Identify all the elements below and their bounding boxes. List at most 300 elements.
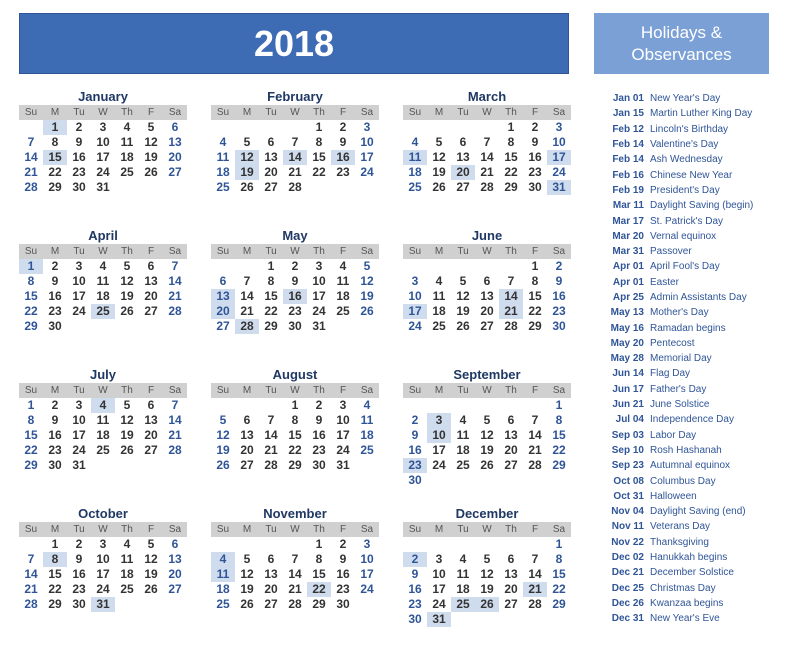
- day-cell: 15: [43, 150, 67, 165]
- weekday-label: Tu: [457, 246, 469, 257]
- weekday-label: F: [531, 385, 539, 396]
- holiday-item: [594, 275, 784, 290]
- day-cell: 2: [75, 537, 83, 551]
- day-cell: 4: [339, 259, 347, 273]
- holiday-date: May 16: [610, 322, 644, 334]
- day-cell: 14: [168, 274, 182, 288]
- day-cell: 26: [360, 304, 374, 318]
- day-cell: 18: [120, 567, 134, 581]
- day-cell: 21: [480, 165, 494, 179]
- day-cell: 6: [267, 552, 275, 566]
- day-cell: 28: [235, 319, 259, 334]
- weekday-header: [403, 105, 571, 120]
- empty-day-cell: [259, 398, 283, 413]
- day-cell: 8: [51, 135, 59, 149]
- empty-day-cell: [355, 180, 379, 195]
- week-row: [211, 597, 379, 612]
- month-name: May: [282, 228, 308, 243]
- empty-day-cell: [475, 259, 499, 274]
- week-row: [211, 165, 379, 180]
- day-cell: 23: [72, 165, 86, 179]
- day-cell: 19: [456, 304, 470, 318]
- weekday-label: Tu: [73, 385, 85, 396]
- week-row: [403, 473, 571, 488]
- holiday-item: [594, 152, 784, 167]
- day-cell: 25: [336, 304, 350, 318]
- day-cell: 29: [528, 319, 542, 333]
- week-row: [403, 552, 571, 567]
- day-cell: 7: [27, 552, 35, 566]
- holiday-date: Mar 31: [612, 246, 644, 258]
- day-cell: 12: [432, 150, 446, 164]
- day-cell: 13: [456, 150, 470, 164]
- holiday-date: Feb 14: [612, 139, 644, 151]
- day-cell: 23: [48, 443, 62, 457]
- day-cell: 5: [123, 398, 131, 412]
- holiday-list: [594, 91, 784, 626]
- day-cell: 9: [51, 274, 59, 288]
- day-cell: 26: [475, 597, 499, 612]
- day-cell: 14: [24, 567, 38, 581]
- day-cell: 9: [531, 135, 539, 149]
- day-cell: 21: [288, 165, 302, 179]
- day-cell: 21: [288, 582, 302, 596]
- day-cell: 15: [264, 289, 278, 303]
- day-cell: 1: [291, 398, 299, 412]
- holiday-date: Sep 23: [611, 460, 644, 472]
- holiday-item: [594, 244, 784, 259]
- year-title: 2018: [253, 22, 335, 64]
- day-cell: 20: [504, 443, 518, 457]
- weekday-label: M: [50, 107, 60, 118]
- day-cell: 19: [144, 150, 158, 164]
- week-row: [403, 413, 571, 428]
- day-cell: 9: [555, 274, 563, 288]
- day-cell: 20: [264, 165, 278, 179]
- day-cell: 18: [456, 443, 470, 457]
- weekday-label: Su: [24, 385, 38, 396]
- day-cell: 2: [51, 398, 59, 412]
- empty-day-cell: [115, 180, 139, 195]
- holiday-name: Chinese New Year: [650, 169, 733, 181]
- day-cell: 26: [456, 319, 470, 333]
- day-cell: 23: [336, 582, 350, 596]
- month-may: [211, 227, 379, 334]
- weekday-label: Tu: [265, 107, 277, 118]
- day-cell: 27: [456, 180, 470, 194]
- week-row: [19, 597, 187, 612]
- holiday-item: [594, 382, 784, 397]
- weekday-label: Th: [505, 246, 517, 257]
- day-cell: 19: [480, 443, 494, 457]
- day-cell: 10: [312, 274, 326, 288]
- weekday-label: Tu: [457, 385, 469, 396]
- day-cell: 30: [336, 597, 350, 611]
- day-cell: 12: [216, 428, 230, 442]
- day-cell: 19: [144, 567, 158, 581]
- day-cell: 17: [360, 567, 374, 581]
- day-cell: 31: [312, 319, 326, 333]
- day-cell: 23: [48, 304, 62, 318]
- day-cell: 4: [123, 120, 131, 134]
- holidays-title-line2: Observances: [631, 44, 732, 64]
- empty-day-cell: [523, 612, 547, 627]
- day-cell: 3: [363, 537, 371, 551]
- day-cell: 21: [499, 304, 523, 319]
- weekday-label: Th: [121, 385, 133, 396]
- holiday-name: April Fool's Day: [650, 261, 720, 273]
- day-cell: 29: [264, 319, 278, 333]
- day-cell: 29: [48, 597, 62, 611]
- weekday-label: M: [242, 107, 252, 118]
- day-cell: 24: [360, 165, 374, 179]
- day-cell: 13: [144, 274, 158, 288]
- day-cell: 31: [72, 458, 86, 472]
- day-cell: 7: [171, 259, 179, 273]
- day-cell: 3: [555, 120, 563, 134]
- day-cell: 5: [219, 413, 227, 427]
- day-cell: 17: [360, 150, 374, 164]
- weekday-label: Su: [216, 524, 230, 535]
- week-row: [19, 180, 187, 195]
- day-cell: 9: [411, 428, 419, 442]
- weekday-header: [211, 383, 379, 398]
- day-cell: 24: [72, 304, 86, 318]
- day-cell: 17: [403, 304, 427, 319]
- holiday-item: [594, 428, 784, 443]
- holiday-item: [594, 213, 784, 228]
- empty-day-cell: [355, 597, 379, 612]
- day-cell: 6: [483, 274, 491, 288]
- day-cell: 13: [504, 428, 518, 442]
- holiday-date: Dec 25: [611, 582, 644, 594]
- day-cell: 29: [24, 319, 38, 333]
- day-cell: 9: [291, 274, 299, 288]
- week-row: [403, 443, 571, 458]
- holiday-name: Kwanzaa begins: [650, 597, 724, 609]
- day-cell: 18: [432, 304, 446, 318]
- day-cell: 20: [264, 582, 278, 596]
- day-cell: 4: [211, 552, 235, 567]
- week-row: [403, 135, 571, 150]
- day-cell: 19: [240, 582, 254, 596]
- empty-day-cell: [427, 537, 451, 552]
- day-cell: 4: [91, 398, 115, 413]
- week-row: [211, 150, 379, 165]
- empty-day-cell: [283, 120, 307, 135]
- empty-day-cell: [355, 458, 379, 473]
- week-row: [403, 458, 571, 473]
- holiday-date: Apr 01: [612, 261, 644, 273]
- day-cell: 28: [24, 180, 38, 194]
- week-row: [211, 135, 379, 150]
- day-cell: 17: [312, 289, 326, 303]
- empty-day-cell: [211, 398, 235, 413]
- day-cell: 15: [504, 150, 518, 164]
- day-cell: 11: [120, 135, 134, 149]
- day-cell: 12: [456, 289, 470, 303]
- month-name: July: [89, 367, 116, 382]
- holiday-name: Halloween: [650, 490, 697, 502]
- empty-day-cell: [403, 120, 427, 135]
- weekday-label: Su: [216, 385, 230, 396]
- weekday-label: Th: [313, 524, 325, 535]
- day-cell: 21: [168, 428, 182, 442]
- holidays-title-line1: Holidays &: [640, 22, 723, 42]
- week-row: [403, 428, 571, 443]
- empty-day-cell: [235, 537, 259, 552]
- day-cell: 9: [51, 413, 59, 427]
- day-cell: 17: [432, 443, 446, 457]
- week-row: [19, 135, 187, 150]
- month-november: [211, 505, 379, 612]
- week-row: [19, 458, 187, 473]
- month-name: November: [263, 506, 327, 521]
- day-cell: 5: [363, 259, 371, 273]
- day-cell: 4: [459, 552, 467, 566]
- day-cell: 5: [243, 552, 251, 566]
- month-name: September: [453, 367, 521, 382]
- day-cell: 7: [267, 413, 275, 427]
- month-february: [211, 88, 379, 195]
- empty-day-cell: [547, 612, 571, 627]
- day-cell: 12: [120, 413, 134, 427]
- day-cell: 20: [144, 428, 158, 442]
- day-cell: 18: [456, 582, 470, 596]
- weekday-header: [19, 105, 187, 120]
- week-row: [211, 582, 379, 597]
- day-cell: 6: [171, 537, 179, 551]
- day-cell: 24: [312, 304, 326, 318]
- day-cell: 3: [99, 537, 107, 551]
- day-cell: 28: [504, 319, 518, 333]
- empty-day-cell: [235, 120, 259, 135]
- holiday-item: [594, 535, 784, 550]
- day-cell: 31: [336, 458, 350, 472]
- month-name: October: [78, 506, 128, 521]
- day-cell: 11: [96, 274, 110, 288]
- day-cell: 14: [24, 150, 38, 164]
- holiday-item: [594, 489, 784, 504]
- holiday-item: [594, 106, 784, 121]
- holiday-name: Lincoln's Birthday: [650, 123, 729, 135]
- empty-day-cell: [475, 537, 499, 552]
- week-row: [19, 398, 187, 413]
- day-cell: 9: [411, 567, 419, 581]
- holiday-name: Christmas Day: [650, 582, 716, 594]
- day-cell: 23: [288, 304, 302, 318]
- day-cell: 15: [288, 428, 302, 442]
- weekday-label: Th: [121, 107, 133, 118]
- holidays-header: [594, 13, 769, 74]
- empty-day-cell: [235, 259, 259, 274]
- empty-day-cell: [331, 319, 355, 334]
- week-row: [403, 304, 571, 319]
- day-cell: 23: [72, 582, 86, 596]
- weekday-label: Su: [408, 385, 422, 396]
- day-cell: 1: [267, 259, 275, 273]
- holiday-date: Sep 10: [611, 444, 644, 456]
- day-cell: 16: [48, 289, 62, 303]
- week-row: [211, 274, 379, 289]
- weekday-label: Tu: [265, 385, 277, 396]
- day-cell: 29: [48, 180, 62, 194]
- day-cell: 30: [408, 612, 422, 626]
- day-cell: 12: [480, 567, 494, 581]
- month-name: February: [267, 89, 323, 104]
- day-cell: 1: [315, 537, 323, 551]
- holiday-name: New Year's Eve: [650, 613, 720, 625]
- empty-day-cell: [163, 597, 187, 612]
- week-row: [211, 259, 379, 274]
- weekday-header: [403, 383, 571, 398]
- empty-day-cell: [427, 259, 451, 274]
- day-cell: 3: [435, 552, 443, 566]
- holiday-date: Nov 04: [611, 506, 644, 518]
- empty-day-cell: [499, 398, 523, 413]
- day-cell: 11: [211, 567, 235, 582]
- day-cell: 27: [480, 319, 494, 333]
- weekday-label: W: [98, 246, 108, 257]
- holiday-date: Mar 17: [612, 215, 644, 227]
- day-cell: 22: [24, 304, 38, 318]
- week-row: [211, 398, 379, 413]
- week-row: [19, 289, 187, 304]
- day-cell: 24: [432, 597, 446, 611]
- day-cell: 14: [288, 567, 302, 581]
- holiday-name: Pentecost: [650, 337, 695, 349]
- holiday-item: [594, 229, 784, 244]
- day-cell: 2: [339, 120, 347, 134]
- empty-day-cell: [211, 537, 235, 552]
- day-cell: 25: [120, 582, 134, 596]
- day-cell: 16: [552, 289, 566, 303]
- day-cell: 8: [555, 413, 563, 427]
- day-cell: 31: [91, 597, 115, 612]
- holiday-item: [594, 366, 784, 381]
- day-cell: 13: [168, 135, 182, 149]
- holiday-date: Mar 20: [612, 230, 644, 242]
- day-cell: 3: [411, 274, 419, 288]
- day-cell: 18: [336, 289, 350, 303]
- day-cell: 1: [507, 120, 515, 134]
- day-cell: 11: [456, 567, 470, 581]
- day-cell: 8: [315, 135, 323, 149]
- holiday-name: Memorial Day: [650, 353, 712, 365]
- day-cell: 22: [504, 165, 518, 179]
- empty-day-cell: [115, 319, 139, 334]
- week-row: [211, 428, 379, 443]
- day-cell: 17: [72, 289, 86, 303]
- month-july: [19, 366, 187, 473]
- day-cell: 22: [307, 582, 331, 597]
- weekday-header: [211, 105, 379, 120]
- holiday-item: [594, 611, 784, 626]
- day-cell: 19: [120, 289, 134, 303]
- day-cell: 6: [243, 413, 251, 427]
- day-cell: 7: [291, 135, 299, 149]
- empty-day-cell: [427, 398, 451, 413]
- day-cell: 16: [48, 428, 62, 442]
- weekday-label: Tu: [457, 107, 469, 118]
- day-cell: 12: [144, 552, 158, 566]
- day-cell: 4: [123, 537, 131, 551]
- holiday-name: Admin Assistants Day: [650, 292, 747, 303]
- day-cell: 4: [363, 398, 371, 412]
- weekday-label: W: [98, 107, 108, 118]
- month-september: [403, 366, 571, 488]
- day-cell: 14: [528, 567, 542, 581]
- holiday-item: [594, 351, 784, 366]
- holiday-item: [594, 290, 784, 305]
- weekday-label: Su: [408, 524, 422, 535]
- day-cell: 11: [336, 274, 350, 288]
- holiday-name: Easter: [650, 276, 679, 288]
- weekday-label: Tu: [73, 246, 85, 257]
- holiday-item: [594, 198, 784, 213]
- empty-day-cell: [427, 473, 451, 488]
- holiday-date: Feb 14: [612, 154, 644, 166]
- holiday-date: Dec 02: [611, 552, 644, 564]
- day-cell: 21: [528, 443, 542, 457]
- day-cell: 6: [459, 135, 467, 149]
- day-cell: 25: [432, 319, 446, 333]
- weekday-label: Th: [505, 385, 517, 396]
- holiday-item: [594, 305, 784, 320]
- day-cell: 20: [451, 165, 475, 180]
- day-cell: 28: [24, 597, 38, 611]
- day-cell: 28: [264, 458, 278, 472]
- day-cell: 26: [240, 597, 254, 611]
- day-cell: 11: [96, 413, 110, 427]
- weekday-label: W: [482, 246, 492, 257]
- day-cell: 18: [216, 582, 230, 596]
- weekday-label: W: [98, 385, 108, 396]
- day-cell: 10: [72, 274, 86, 288]
- day-cell: 23: [336, 165, 350, 179]
- weekday-label: Th: [505, 524, 517, 535]
- empty-day-cell: [355, 319, 379, 334]
- weekday-label: Sa: [168, 524, 182, 535]
- day-cell: 28: [288, 597, 302, 611]
- day-cell: 12: [144, 135, 158, 149]
- holiday-name: December Solstice: [650, 567, 734, 579]
- week-row: [19, 319, 187, 334]
- weekday-label: M: [434, 246, 444, 257]
- day-cell: 17: [432, 582, 446, 596]
- weekday-label: Sa: [168, 385, 182, 396]
- day-cell: 10: [427, 428, 451, 443]
- day-cell: 15: [552, 567, 566, 581]
- holiday-item: [594, 336, 784, 351]
- day-cell: 15: [24, 289, 38, 303]
- week-row: [211, 537, 379, 552]
- day-cell: 22: [48, 582, 62, 596]
- holiday-item: [594, 183, 784, 198]
- weekday-label: F: [147, 524, 155, 535]
- weekday-header: [403, 522, 571, 537]
- week-row: [19, 552, 187, 567]
- weekday-label: W: [482, 107, 492, 118]
- empty-day-cell: [523, 537, 547, 552]
- weekday-label: M: [50, 246, 60, 257]
- day-cell: 19: [216, 443, 230, 457]
- holiday-date: Jun 14: [612, 368, 644, 380]
- week-row: [19, 537, 187, 552]
- holiday-date: Jun 17: [612, 383, 644, 395]
- day-cell: 26: [120, 443, 134, 457]
- day-cell: 20: [240, 443, 254, 457]
